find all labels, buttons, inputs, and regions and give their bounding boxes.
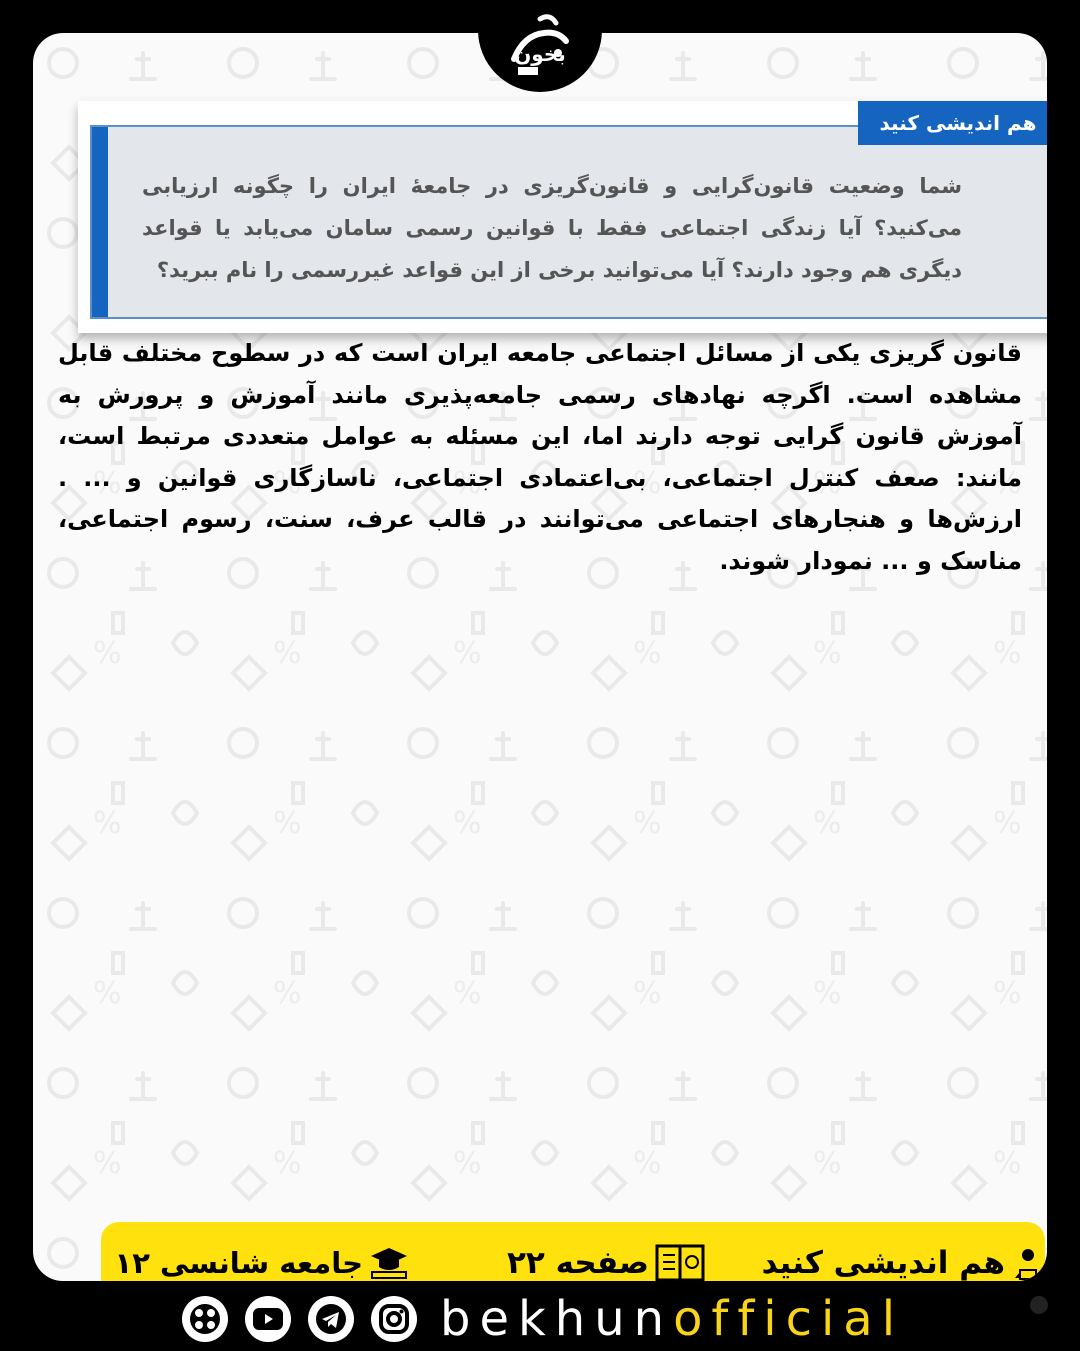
footer-section-label: هم اندیشی کنید [761,1244,1005,1281]
question-accent-bar [92,127,108,317]
footer-page-label: صفحه ۲۲ [506,1244,649,1281]
bekhun-logo-icon [500,11,580,81]
graduation-cap-icon [369,1246,409,1280]
footer-subject [115,1222,409,1281]
instagram-icon[interactable] [371,1296,417,1342]
footer-bar [101,1222,1045,1281]
footer-page [507,1222,705,1281]
question-tab-label: هم اندیشی کنید [858,101,1047,145]
telegram-icon[interactable] [308,1296,354,1342]
footer-section [762,1222,1045,1281]
aparat-icon[interactable] [182,1296,228,1342]
youtube-icon[interactable] [245,1296,291,1342]
social-bar [182,1287,904,1351]
logo-text: بخون [514,42,566,66]
answer-text: قانون گریزی یکی از مسائل اجتماعی جامعه ایران است که در سطوح مختلف قابل مشاهده است. اگرچه نهادهای رسمی جامعه‌پذیری مانند آموزش و پرورش به آموزش قانون گرایی توجه دارند اما، این مسئله به عوامل متعددی مرتبط است، مانند: صعف کنترل اجتماعی، بی‌اعتمادی اجتماعی، ناسازگاری قوانین و ... . ارزش‌ها و هنجارهای اجتماعی می‌توانند در قالب عرف، سنت، رسوم اجتماعی، مناسک و ... نمودار شوند. [58,339,1022,575]
question-box [78,101,1047,333]
corner-decoration [1030,1296,1048,1314]
content-card [33,33,1047,1281]
footer-subject-label: جامعه شانسی ۱۲ [114,1245,363,1280]
question-text: شما وضعیت قانون‌گرایی و قانون‌گریزی در جامعهٔ ایران را چگونه ارزیابی می‌کنید؟ آیا زندگی اجتماعی فقط با قوانین رسمی سامان می‌یابد یا قواعد دیگری هم وجود دارند؟ آیا می‌توانید برخی از این قواعد غیررسمی را نام ببرید؟ [142,174,962,282]
open-book-icon [655,1244,705,1282]
brand-white-text: bekhun [440,1291,674,1347]
brand-handle[interactable] [440,1287,904,1351]
teacher-icon [1011,1246,1045,1280]
brand-yellow-text: official [673,1291,905,1347]
